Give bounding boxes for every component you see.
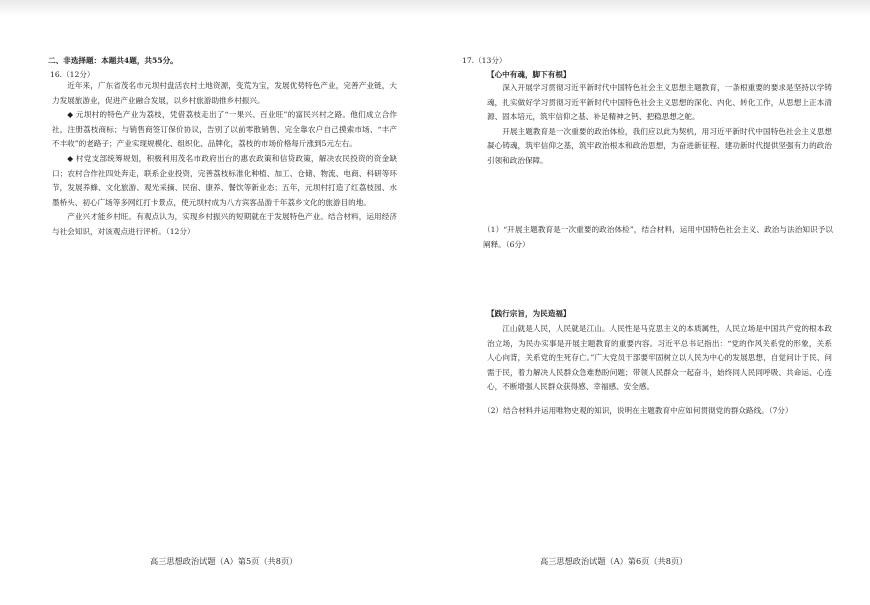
material-paragraph: ◆ 元坝村的特色产业为荔枝，凭借荔枝走出了“一果兴、百业旺”的富民兴村之路。他们成立合作社，注册荔枝商标；与销售商签订保价协议，告别了以前零散销售、完全靠农户自己摸索市场、“丰产不丰收”的老路子；产业实现规模化、组织化、品牌化，荔枝的市场价格每斤涨到5元左右。: [52, 110, 397, 149]
right-page: [435, 0, 865, 605]
question-17-2: （2）结合材料并运用唯物史观的知识，说明在主题教育中应如何贯彻党的群众路线。（7分）: [483, 406, 793, 415]
material-paragraph: 开展主题教育是一次重要的政治体检，我们应以此为契机，用习近平新时代中国特色社会主义思想凝心铸魂，筑牢信仰之基，筑牢政治根本和政治思想，为奋进新征程、建功新时代提供坚强有力的政治引领和政治保障。: [487, 126, 832, 165]
material-paragraph: 近年来，广东省茂名市元坝村盘活农村土地资源，变荒为宝，发展优势特色产业，完善产业链，大力发展旅游业，促进产业融合发展，以乡村旅游助推乡村振兴。: [52, 81, 397, 105]
page-footer-left: 高三思想政治试题（A）第5页（共8页）: [150, 556, 298, 566]
question-16-prompt: 产业兴才能乡村旺。有观点认为，实现乡村振兴的短期就在于发展特色产业。结合材料，运用经济与社会知识，对该观点进行评析。（12分）: [52, 212, 397, 236]
question-17-number: 17.（13分）: [462, 56, 507, 65]
material-block-2: [487, 322, 832, 395]
material-paragraph: ◆ 村党支部统筹规划，积极利用茂名市政府出台的惠农政策和信贷政策，解决农民投资的资金缺口；农村合作社四处奔走，联系企业投资，完善荔枝标准化种植、加工、仓储、物流、电商、科研等环节，发展养蜂、文化旅游、观光采摘、民宿、康养、餐饮等新业态；五年，元坝村打造了红荔枝园、水墨桥头、初心广场等多网红打卡景点，使元坝村成为八方宾客品游千年荔乡文化的旅游目的地。: [52, 153, 397, 207]
question-16-material: [52, 79, 397, 240]
material-block-1: [487, 81, 832, 169]
section-heading-1: 【心中有魂，脚下有根】: [487, 70, 571, 79]
section-title: 二、非选择题：本题共4题，共55分。: [48, 56, 178, 65]
section-heading-2: 【践行宗旨，为民造福】: [487, 309, 571, 318]
question-17-1: （1）“开展主题教育是一次重要的政治体检”，结合材料，运用中国特色社会主义、政治与法治知识予以阐释。（6分）: [483, 225, 833, 249]
material-paragraph: 深入开展学习贯彻习近平新时代中国特色社会主义思想主题教育，一条根重要的要求是坚持以学铸魂，扎实做好学习贯彻习近平新时代中国特色社会主义思想的深化、内化、转化工作，从思想上正本清源、固本培元，筑牢信仰之基、补足精神之钙、把稳思想之舵。: [487, 83, 832, 122]
material-paragraph: 江山就是人民，人民就是江山。人民性是马克思主义的本质属性，人民立场是中国共产党的根本政治立场，为民办实事是开展主题教育的重要内容。习近平总书记指出：“党的作风关系党的形象，关系人心向背，关系党的生死存亡。”广大党员干部要牢固树立以人民为中心的发展思想，自觉问计于民、问需于民，着力解决人民群众急难愁盼问题；带领人民群众一起奋斗，始终同人民同呼吸、共命运、心连心，不断增强人民群众获得感、幸福感、安全感。: [487, 324, 832, 392]
question-16-number: 16.（12分）: [50, 70, 95, 79]
page-footer-right: 高三思想政治试题（A）第6页（共8页）: [540, 556, 688, 566]
left-page: [0, 0, 430, 605]
